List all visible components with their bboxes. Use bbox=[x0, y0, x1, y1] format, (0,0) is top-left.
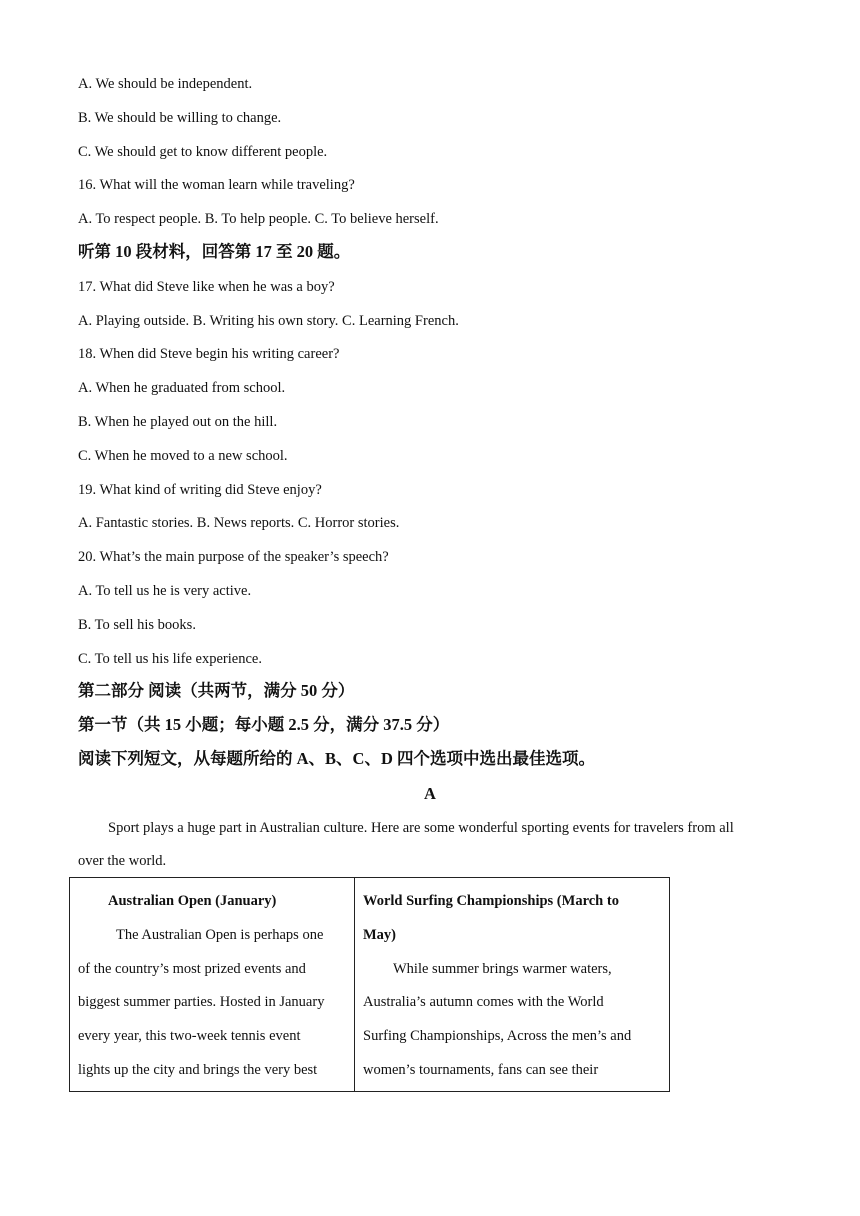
option-line: A. To respect people. B. To help people. C. To believe herself. bbox=[78, 211, 439, 227]
option-line: A. Playing outside. B. Writing his own story. C. Learning French. bbox=[78, 313, 459, 329]
option-line: C. We should get to know different people. bbox=[78, 144, 328, 160]
event-text-line: lights up the city and brings the very best bbox=[78, 1062, 318, 1078]
event-text-line: The Australian Open is perhaps one bbox=[116, 927, 324, 943]
question-line: 16. What will the woman learn while traveling? bbox=[78, 177, 355, 193]
event-heading: May) bbox=[363, 927, 397, 943]
section-instruction: 听第 10 段材料，回答第 17 至 20 题。 bbox=[78, 242, 351, 261]
passage-intro-line: over the world. bbox=[78, 853, 167, 869]
event-text-line: Australia’s autumn comes with the World bbox=[363, 994, 604, 1010]
option-line: A. When he graduated from school. bbox=[78, 380, 286, 396]
event-text-line: While summer brings warmer waters, bbox=[393, 961, 612, 977]
option-line: B. When he played out on the hill. bbox=[78, 414, 278, 430]
section-heading: 第一节（共 15 小题；每小题 2.5 分，满分 37.5 分） bbox=[78, 715, 450, 734]
question-line: 20. What’s the main purpose of the speaker’s speech? bbox=[78, 549, 389, 565]
event-heading: World Surfing Championships (March to bbox=[363, 893, 619, 909]
events-table bbox=[69, 877, 670, 1092]
event-text-line: women’s tournaments, fans can see their bbox=[363, 1062, 599, 1078]
passage-intro-line: Sport plays a huge part in Australian culture. Here are some wonderful sporting events for travelers from all bbox=[108, 820, 734, 836]
event-text-line: biggest summer parties. Hosted in January bbox=[78, 994, 325, 1010]
option-line: A. To tell us he is very active. bbox=[78, 583, 252, 599]
event-cell-world-surfing bbox=[355, 878, 670, 1092]
option-line: B. We should be willing to change. bbox=[78, 110, 282, 126]
option-line: A. Fantastic stories. B. News reports. C. Horror stories. bbox=[78, 515, 400, 531]
event-cell-australian-open bbox=[70, 878, 355, 1092]
question-line: 18. When did Steve begin his writing career? bbox=[78, 346, 340, 362]
option-line: C. When he moved to a new school. bbox=[78, 448, 288, 464]
event-text-line: Surfing Championships, Across the men’s and bbox=[363, 1028, 632, 1044]
event-heading: Australian Open (January) bbox=[108, 893, 277, 909]
passage-label: A bbox=[424, 784, 436, 803]
reading-instruction: 阅读下列短文，从每题所给的 A、B、C、D 四个选项中选出最佳选项。 bbox=[78, 749, 596, 768]
question-line: 19. What kind of writing did Steve enjoy? bbox=[78, 482, 322, 498]
option-line: C. To tell us his life experience. bbox=[78, 651, 262, 667]
question-line: 17. What did Steve like when he was a boy? bbox=[78, 279, 335, 295]
option-line: B. To sell his books. bbox=[78, 617, 196, 633]
event-text-line: of the country’s most prized events and bbox=[78, 961, 306, 977]
event-text-line: every year, this two-week tennis event bbox=[78, 1028, 301, 1044]
part-heading: 第二部分 阅读（共两节，满分 50 分） bbox=[78, 681, 355, 700]
option-line: A. We should be independent. bbox=[78, 76, 253, 92]
